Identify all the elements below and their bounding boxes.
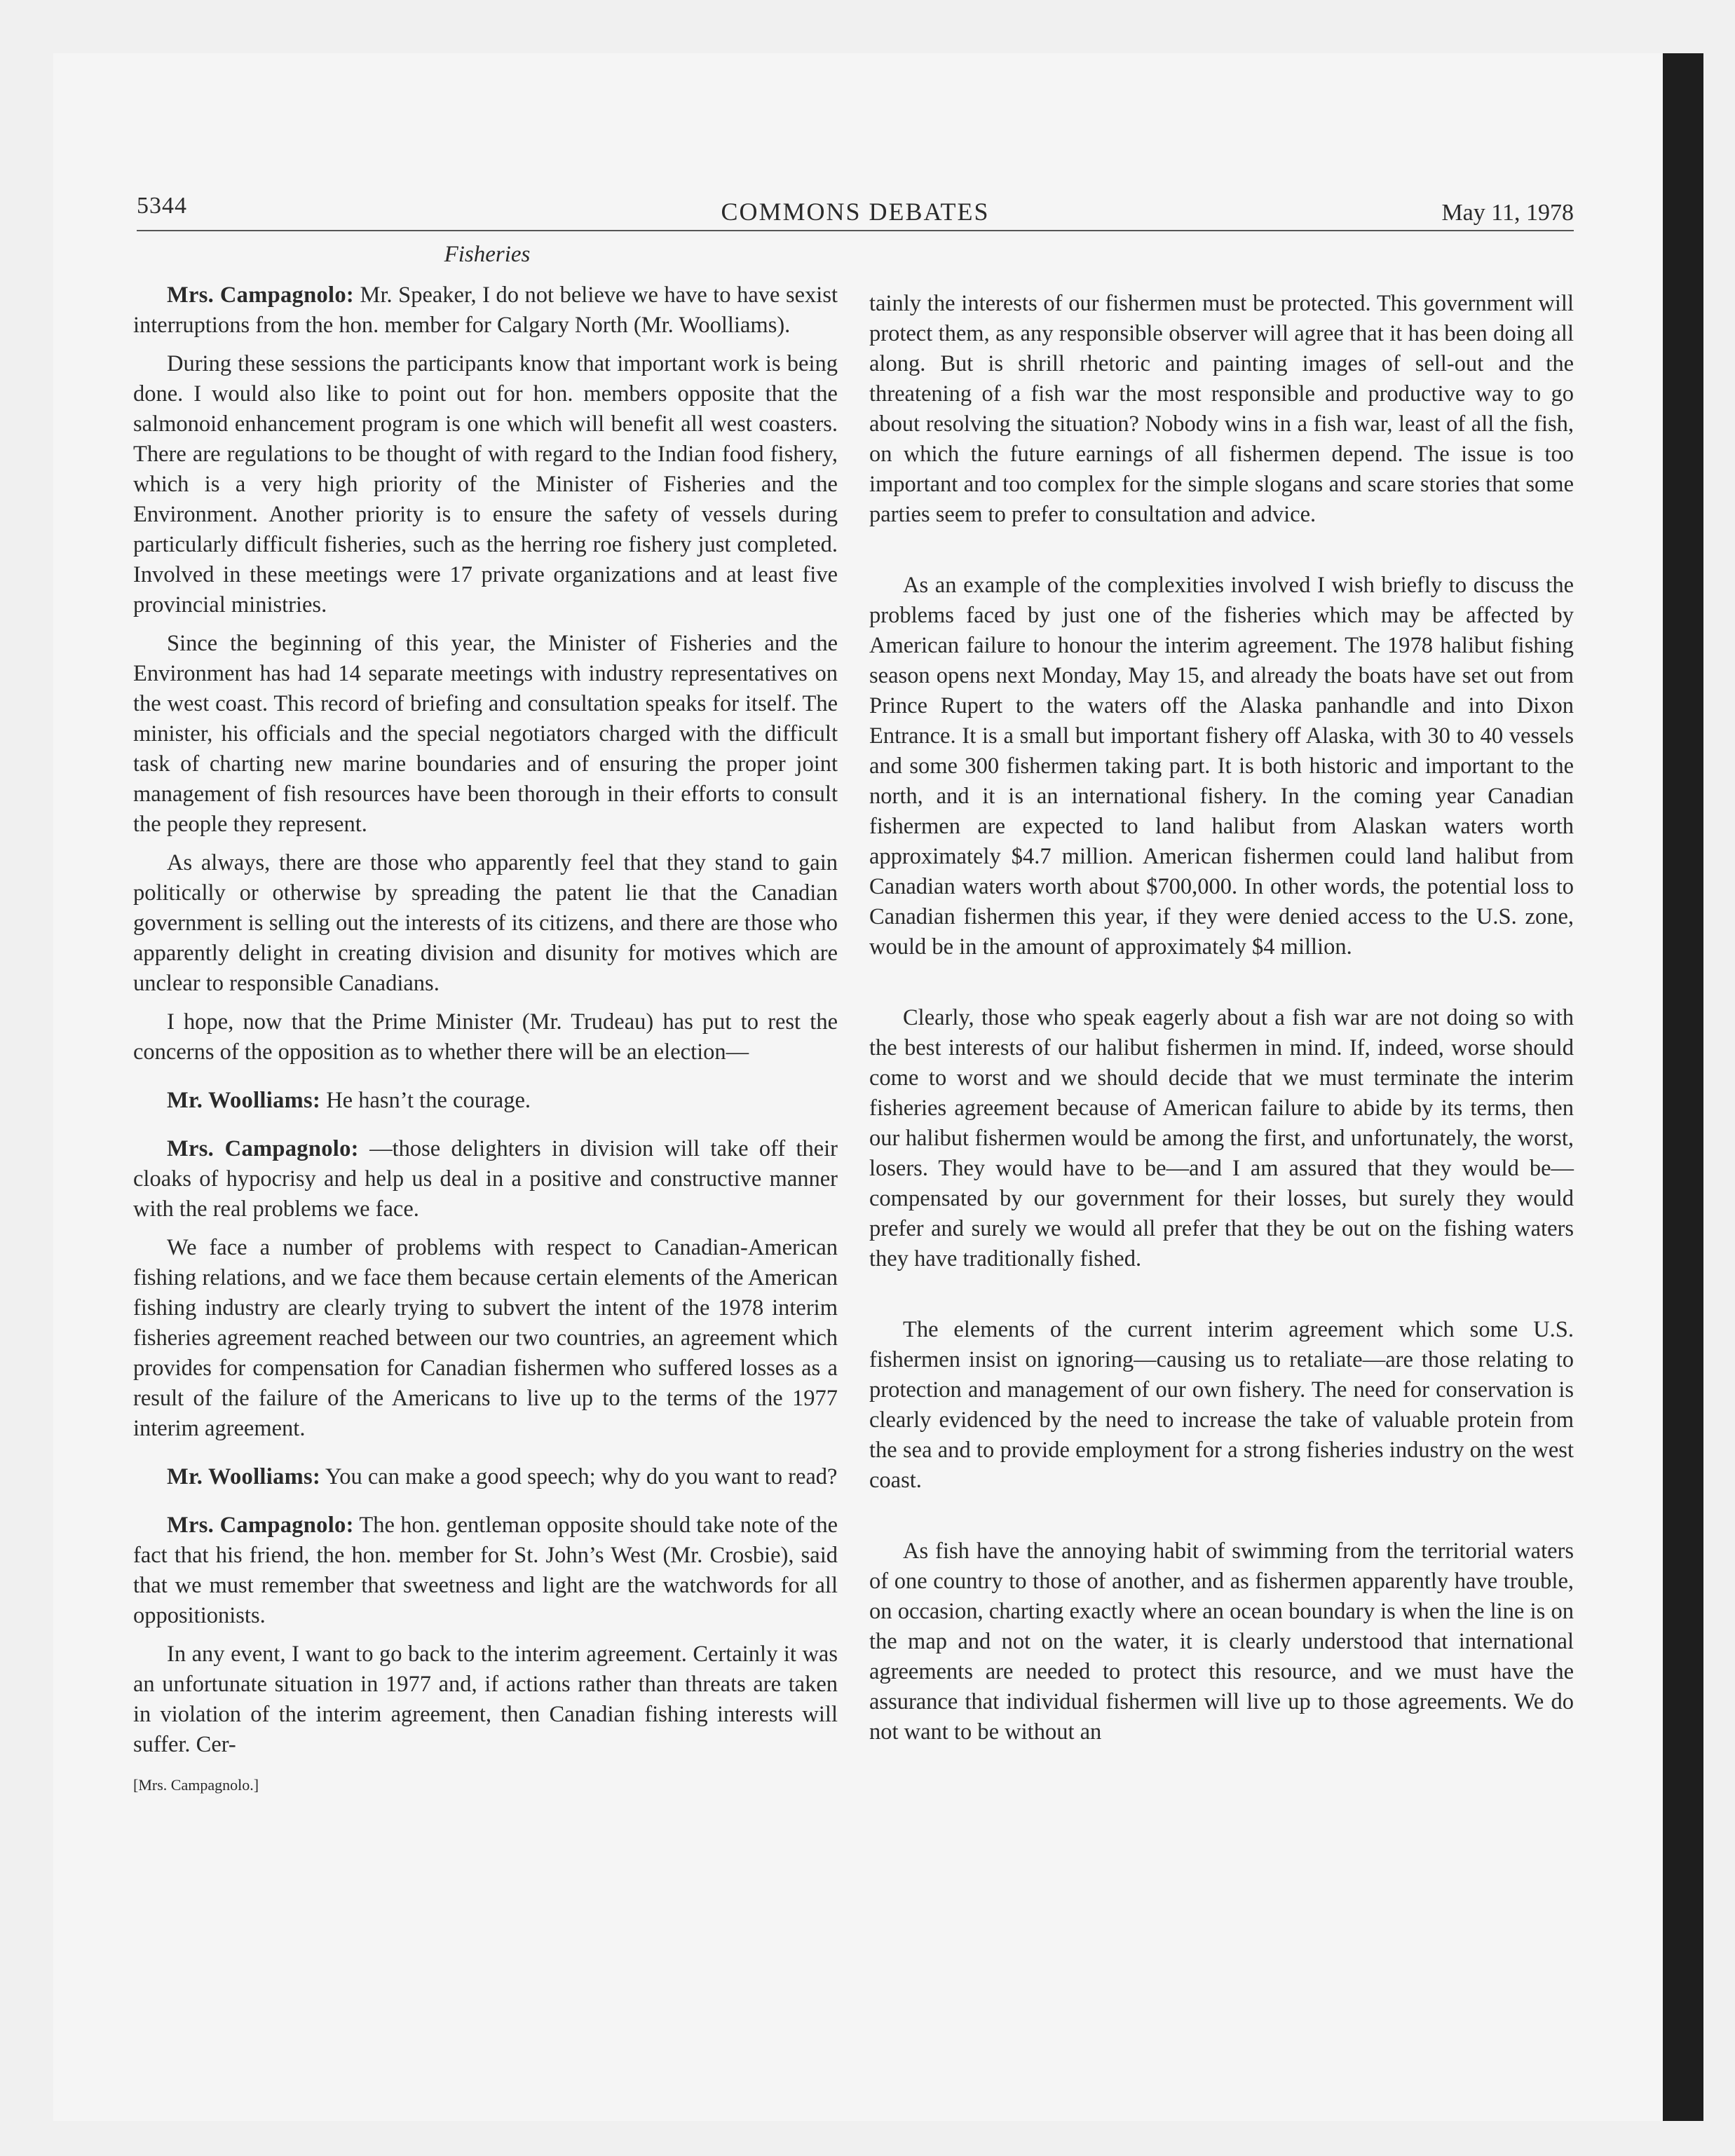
section-title: Fisheries bbox=[444, 242, 531, 267]
paragraph bbox=[133, 1233, 838, 1444]
speaker-name: Mrs. Campagnolo: bbox=[167, 282, 355, 308]
page-header bbox=[137, 193, 1574, 235]
header-rule bbox=[137, 230, 1574, 231]
right-column bbox=[869, 289, 1574, 1788]
speaker-name: Mr. Woolliams: bbox=[167, 1088, 321, 1113]
paragraph: tainly the interests of our fishermen must be protected. This government will protect them, as any responsible observer will agree that it has been doing all along. But is shrill rhetoric and painting images of sell-out and the threatening of a fish war the most responsible and productive way to go about resolving the situation? Nobody wins in a fish war, least of all the fish, on which the future earnings of all fishermen depend. The issue is too important and too complex for the simple slogans and scare stories that some parties seem to prefer to consultation and advice. bbox=[869, 291, 1574, 527]
paragraph-text: You can make a good speech; why do you want to read? bbox=[320, 1464, 838, 1489]
running-head: COMMONS DEBATES bbox=[721, 198, 990, 226]
left-column bbox=[133, 280, 838, 1800]
paragraph bbox=[133, 1510, 838, 1631]
paragraph bbox=[133, 629, 838, 840]
paragraph-text: In any event, I want to go back to the interim agreement. Certainly it was an unfortunate situation in 1977 and, if actions rather than threats are taken in violation of the interim agreement, then Canadian fishing interests will suffer. Cer- bbox=[133, 1642, 838, 1757]
paragraph-text: —those delighters in division will take off their cloaks of hypocrisy and help us deal in a positive and constructive manner with the real problems we face. bbox=[133, 1136, 838, 1222]
paragraph: As an example of the complexities involved I wish briefly to discuss the problems faced by just one of the fisheries which may be affected by American failure to honour the interim agreement. The 1978 halibut fishing season opens next Monday, May 15, and already the boats have set out from Prince Rupert to the waters off the Alaska panhandle and into Dixon Entrance. It is a small but important fishery off Alaska, with 30 to 40 vessels and some 300 fishermen taking part. It is both historic and important to the north, and it is an international fishery. In the coming year Canadian fishermen are expected to land halibut from Alaskan waters worth approximately $4.7 million. American fishermen could land halibut from Canadian waters worth about $700,000. In other words, the potential loss to Canadian fishermen this year, if they were denied access to the U.S. zone, would be in the amount of approximately $4 million. bbox=[869, 573, 1574, 960]
speaker-name: Mrs. Campagnolo: bbox=[167, 1136, 359, 1161]
header-date: May 11, 1978 bbox=[1441, 200, 1574, 226]
paragraph: The elements of the current interim agreement which some U.S. fishermen insist on ignoring—causing us to retaliate—are those relating to protection and management of our own fishery. The need for conservation is clearly evidenced by the need to increase the take of valuable protein from the sea and to provide employment for a strong fisheries industry on the west coast. bbox=[869, 1317, 1574, 1493]
paragraph bbox=[133, 349, 838, 620]
paragraph bbox=[133, 1639, 838, 1760]
paragraph bbox=[133, 280, 838, 341]
speaker-name: Mrs. Campagnolo: bbox=[167, 1513, 354, 1538]
paragraph: Clearly, those who speak eagerly about a fish war are not doing so with the best interests of our halibut fishermen in mind. If, indeed, worse should come to worst and we should decide that we must terminate the interim fisheries agreement because of American failure to abide by its terms, then our halibut fishermen would be among the first, and unfortunately, the worst, losers. They would have to be—and I am assured that they would be—compensated by our government for their losses, but surely they would prefer and surely we would all prefer that they be out on the fishing waters they have traditionally fished. bbox=[869, 1005, 1574, 1271]
paragraph-text: The hon. gentleman opposite should take note of the fact that his friend, the hon. member for St. John’s West (Mr. Crosbie), said that we must remember that sweetness and light are the watchwords for all oppositionists. bbox=[133, 1513, 838, 1628]
paragraph bbox=[133, 1462, 838, 1492]
speaker-name: Mr. Woolliams: bbox=[167, 1464, 321, 1489]
scan-edge-bar bbox=[1663, 53, 1703, 2121]
page-number: 5344 bbox=[137, 193, 187, 219]
paragraph bbox=[133, 1086, 838, 1116]
paragraph-text: We face a number of problems with respect to Canadian-American fishing relations, and we face them because certain elements of the American fishing industry are clearly trying to subvert the intent of the 1978 interim fisheries agreement reached between our two countries, an agreement which provides for compensation for Canadian fishermen who suffered losses as a result of the failure of the Americans to live up to the terms of the 1977 interim agreement. bbox=[133, 1235, 838, 1441]
paragraph-text: As always, there are those who apparently feel that they stand to gain politically or otherwise by spreading the patent lie that the Canadian government is selling out the interests of its citizens, and there are those who apparently delight in creating division and disunity for motives which are unclear to responsible Canadians. bbox=[133, 850, 838, 996]
paragraph-text: Since the beginning of this year, the Minister of Fisheries and the Environment has had 14 separate meetings with industry representatives on the west coast. This record of briefing and consultation speaks for itself. The minister, his officials and the special negotiators charged with the difficult task of charting new marine boundaries and of ensuring the proper joint management of fish resources have been thorough in their efforts to consult the people they represent. bbox=[133, 631, 838, 837]
paragraph-text: Mr. Speaker, I do not believe we have to have sexist interruptions from the hon. member for Calgary North (Mr. Woolliams). bbox=[133, 282, 838, 338]
paragraph-text: During these sessions the participants know that important work is being done. I would also like to point out for hon. members opposite that the salmonoid enhancement program is one which will benefit all west coasters. There are regulations to be thought of with regard to the Indian food fishery, which is a very high priority of the Minister of Fisheries and the Environment. Another priority is to ensure the safety of vessels during particularly difficult fisheries, such as the herring roe fishery just completed. Involved in these meetings were 17 private organizations and at least five provincial ministries. bbox=[133, 351, 838, 618]
paragraph bbox=[133, 1134, 838, 1224]
paragraph bbox=[133, 848, 838, 999]
paragraph bbox=[133, 1007, 838, 1067]
speaker-footnote: [Mrs. Campagnolo.] bbox=[133, 1776, 259, 1794]
paragraph-text: He hasn’t the courage. bbox=[320, 1088, 531, 1113]
paragraph: As fish have the annoying habit of swimming from the territorial waters of one country to those of another, and as fishermen apparently have trouble, on occasion, charting exactly where an ocean boundary is when the line is on the map and not on the water, it is clearly understood that international agreements are needed to protect this resource, and we must have the assurance that individual fishermen will live up to those agreements. We do not want to be without an bbox=[869, 1538, 1574, 1745]
paragraph-text: I hope, now that the Prime Minister (Mr. Trudeau) has put to rest the concerns of the opposition as to whether there will be an election— bbox=[133, 1009, 838, 1065]
